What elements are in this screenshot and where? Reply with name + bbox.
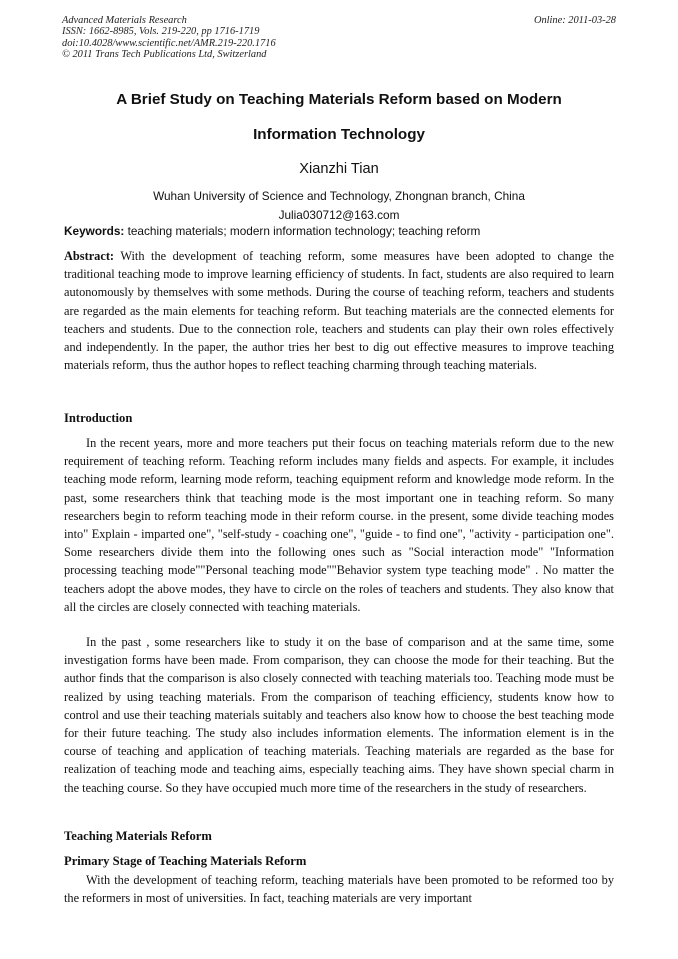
section-heading-teaching-materials-reform: Teaching Materials Reform — [64, 829, 212, 843]
online-date: Online: 2011-03-28 — [533, 15, 616, 26]
journal-issn: ISSN: 1662-8985, Vols. 219-220, pp 1716-1719 — [62, 26, 260, 38]
journal-doi[interactable]: doi:10.4028/www.scientific.net/AMR.219-220.1716 — [62, 37, 276, 49]
abstract-label: Abstract: — [64, 249, 115, 263]
introduction-paragraph-1: In the recent years, more and more teachers put their focus on teaching materials reform due to the new requirement of teaching reform. Teaching reform includes many fields and aspects. For example, it includes teaching mode reform, learning mode reform, teaching equipment reform and knowledge mode reform. In the past, some researchers think that teaching mode is the most important one in teaching reform. So many researchers begin to reform teaching mode in their reform course. in the present, some divide teaching modes into" Explain - imparted one", "self-study - coaching one", "guide - to find one", "activity - participation one". Some researchers divide them into the following ones such as "Social interaction mode" "Information processing teaching mode""Personal teaching mode""Behavior system type teaching mode" . No matter the teachers adopt the above modes, they have to circle on the roles of teachers and students. They also know that all the circles are closely connected with teaching materials. — [64, 436, 614, 614]
author-affiliation: Wuhan University of Science and Technology, Zhongnan branch, China — [153, 189, 525, 203]
keywords-text: teaching materials; modern information technology; teaching reform — [127, 224, 481, 238]
subsection-heading-primary-stage: Primary Stage of Teaching Materials Reform — [64, 854, 307, 868]
journal-name: Advanced Materials Research — [62, 15, 187, 26]
section-heading-introduction: Introduction — [64, 411, 133, 425]
introduction-paragraph-2: In the past , some researchers like to study it on the base of comparison and at the same time, some investigation forms have been made. From comparison, they can choose the mode for their teaching. But the author finds that the comparison is also closely connected with teaching materials too. Teaching mode must be realized by using teaching materials. From the comparison of teaching efficiency, students know how to control and use their teaching materials suitably and teachers also know how to choose the best teaching mode for their future teaching. The study also includes information elements. The information element is in the course of teaching and application of teaching materials. Teaching materials are regarded as the base for realization of teaching mode and teaching aims, especially teaching aims. They have shown special charm in the teaching course. So they have occupied much more time of the researchers in the study of researchers. — [64, 635, 614, 795]
paper-title-line-2: Information Technology — [253, 126, 425, 143]
abstract-text: With the development of teaching reform, some measures have been adopted to change the traditional teaching mode to improve learning efficiency of students. In fact, students are also required to learn autonomously by themselves with some methods. During the course of teaching reform, teachers and students are regarded as the main elements for teaching reform. But teaching materials are the connected elements for teachers and students. Due to the connection role, teachers and students can play their own roles effectively and independently. In the paper, the author tries her best to dig out effective measures to improve teaching materials reform, thus the author hopes to reflect teaching charming through teaching materials. — [64, 249, 614, 373]
journal-copyright: © 2011 Trans Tech Publications Ltd, Switzerland — [62, 49, 267, 61]
primary-stage-paragraph-1: With the development of teaching reform, teaching materials have been promoted to be reformed too by the reformers in most of universities. In fact, teaching materials are very important — [64, 873, 614, 906]
keywords-label: Keywords: — [64, 224, 125, 238]
abstract — [64, 247, 614, 374]
author-email[interactable]: Julia030712@163.com — [278, 208, 400, 222]
keywords — [64, 224, 624, 238]
author-name: Xianzhi Tian — [299, 161, 379, 177]
paper-title-line-1: A Brief Study on Teaching Materials Reform based on Modern — [116, 91, 562, 108]
journal-header — [62, 15, 616, 61]
